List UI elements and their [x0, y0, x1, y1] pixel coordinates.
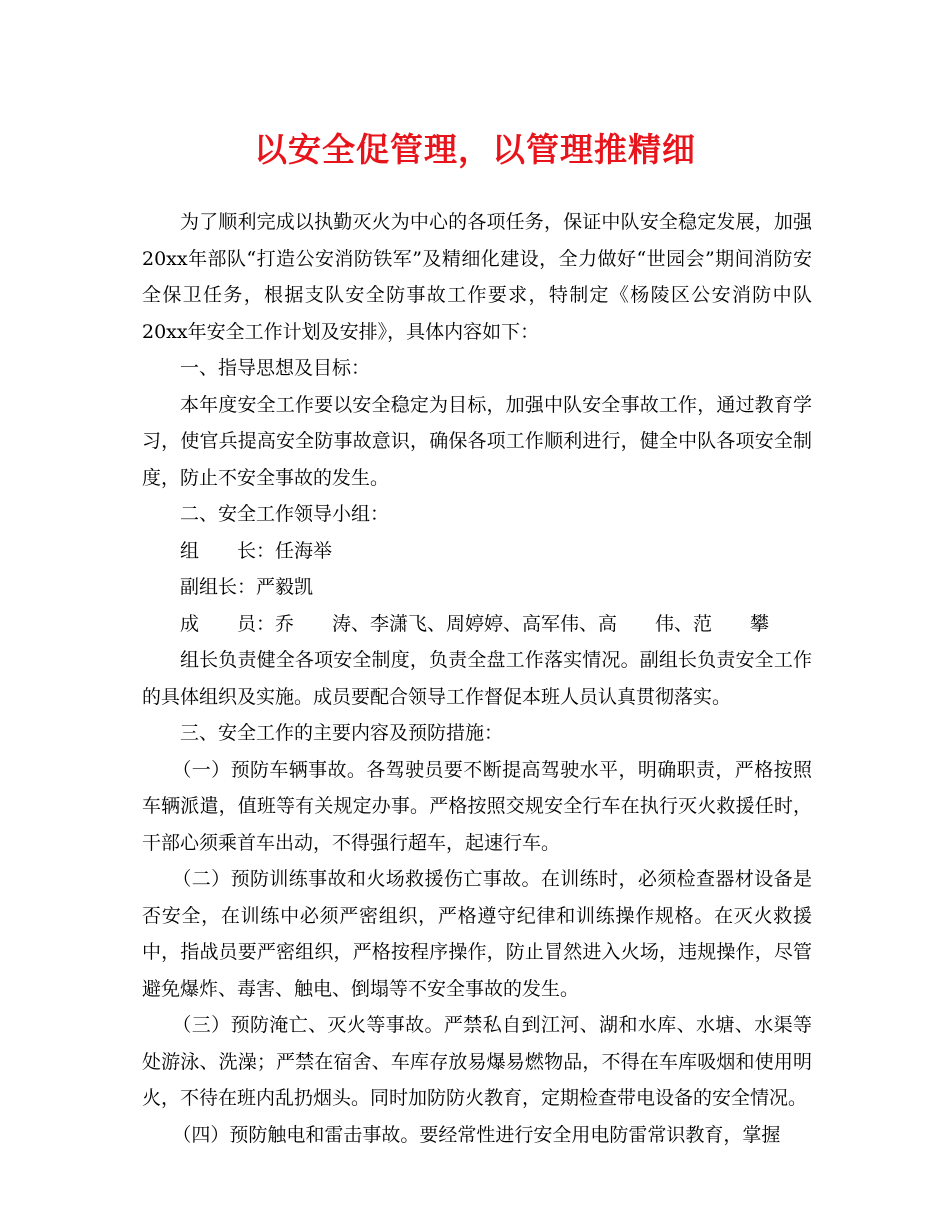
- responsibility-paragraph: 组长负责健全各项安全制度，负责全盘工作落实情况。副组长负责安全工作的具体组织及实施。成员要配合领导工作督促本班人员认真贯彻落实。: [142, 649, 812, 708]
- measure-item-4: （四）预防触电和雷击事故。要经常性进行安全用电防雷常识教育，掌握: [172, 1123, 781, 1146]
- section-heading-guidance: 一、指导思想及目标：: [180, 357, 371, 379]
- leader-line: 组 长：任海举: [180, 539, 333, 562]
- document-title: 以安全促管理，以管理推精细: [254, 130, 696, 169]
- document-body: [142, 204, 812, 1153]
- section-heading-leadership: 二、安全工作领导小组：: [180, 503, 390, 525]
- measure-item-1: （一）预防车辆事故。各驾驶员要不断提高驾驶水平，明确职责，严格按照车辆派遣，值班等有关规定办事。严格按照交规安全行车在执行灭火救援任时，干部心须乘首车出动，不得强行超车，起速行车。: [142, 758, 812, 854]
- members-line: 成 员：乔 涛、李潇飞、周婷婷、高军伟、高 伟、范 攀: [180, 612, 770, 635]
- intro-paragraph: 为了顺利完成以执勤灭火为中心的各项任务，保证中队安全稳定发展，加强20xx年部队“打造公安消防铁军”及精细化建设，全力做好“世园会”期间消防安全保卫任务，根据支队安全防事故工作要求，特制定《杨陵区公安消防中队20xx年安全工作计划及安排》，具体内容如下：: [142, 211, 812, 343]
- deputy-leader-line: 副组长：严毅凯: [180, 576, 314, 598]
- measure-item-3: （三）预防淹亡、灭火等事故。严禁私自到江河、湖和水库、水塘、水渠等处游泳、洗澡；严禁在宿舍、车库存放易爆易燃物品，不得在车库吸烟和使用明火，不待在班内乱扔烟头。同时加防防火教育，定期检查带电设备的安全情况。: [142, 1014, 812, 1109]
- measure-item-2: （二）预防训练事故和火场救援伤亡事故。在训练时，必须检查器材设备是否安全，在训练中必须严密组织，严格遵守纪律和训练操作规格。在灭火救援中，指战员要严密组织，严格按程序操作，防止冒然进入火场，违规操作，尽管避免爆炸、毒害、触电、倒塌等不安全事故的发生。: [142, 868, 812, 1000]
- section-heading-measures: 三、安全工作的主要内容及预防措施：: [180, 722, 504, 744]
- guidance-paragraph: 本年度安全工作要以安全稳定为目标，加强中队安全事故工作，通过教育学习，使官兵提高安全防事故意识，确保各项工作顺利进行，健全中队各项安全制度，防止不安全事故的发生。: [142, 393, 812, 489]
